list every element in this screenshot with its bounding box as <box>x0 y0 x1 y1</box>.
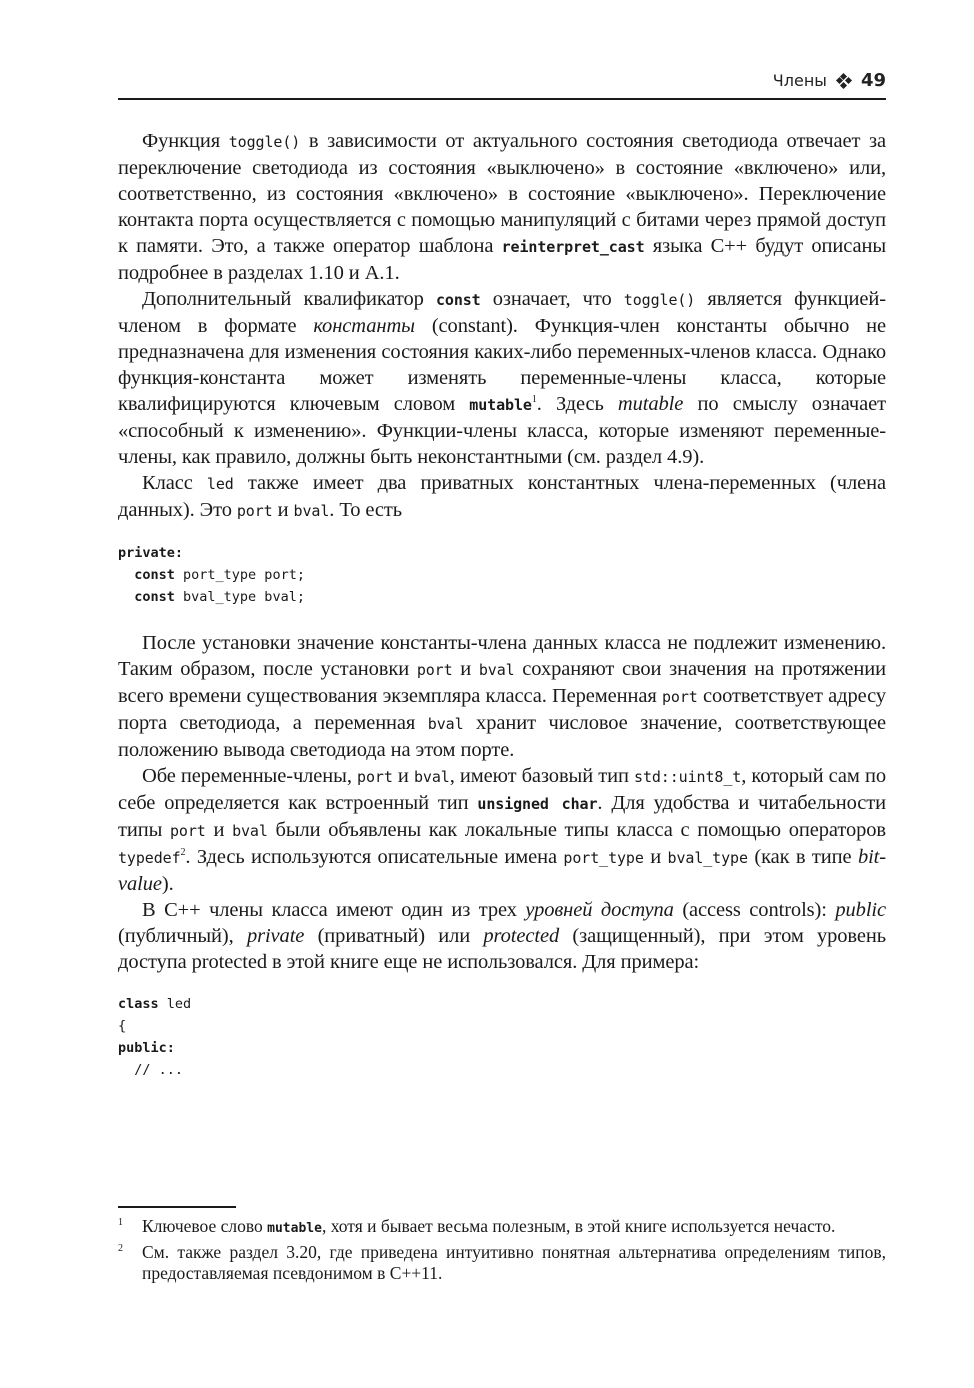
code-text: port_type port; <box>174 567 305 583</box>
text-run: и <box>392 765 414 787</box>
code-keyword: const <box>134 589 175 605</box>
text-run: . Здесь используются описательные имена <box>185 846 564 868</box>
text-run: также имеет два приватных константных члена-переменных (члена данных). Это <box>118 472 886 521</box>
italic-term: bit-value <box>118 846 887 895</box>
page-body <box>118 128 886 1081</box>
inline-code: port <box>661 688 698 706</box>
text-run: (публичный), <box>118 925 247 947</box>
inline-code: bval_type <box>667 849 748 867</box>
paragraphs-group-2 <box>118 630 886 975</box>
inline-code: port <box>357 768 393 786</box>
text-run: (как в типе <box>747 846 858 868</box>
text-run: были объявлены как локальные типы класса с помощью операторов <box>267 819 886 841</box>
text-run: по смыслу означает «способный к изменению». Функции-члены класса, которые изменяют переменные-члены, как правило, должны быть неконстантными (см. раздел 4.9). <box>118 393 886 468</box>
ornament-icon <box>837 74 851 88</box>
code-line <box>118 542 886 564</box>
text-run: хранит числовое значение, соответствующее положению вывода светодиода на этом порте. <box>118 712 886 761</box>
code-text: { <box>118 1018 127 1034</box>
text-run: (приватный) или <box>304 925 484 947</box>
text-run: означает, что <box>480 288 624 310</box>
paragraph <box>118 286 886 470</box>
code-text: // ... <box>118 1062 184 1078</box>
text-run: Функция <box>142 130 229 152</box>
italic-term: public <box>835 899 887 921</box>
footnote-text <box>142 1216 886 1239</box>
italic-term: private <box>246 925 305 947</box>
text-run: (constant). Функция-член константы обычно не предназначена для изменения состояния каких-либо переменных-членов класса. Однако функция-константа может изменять переменные-члены класса, которые квалифицируются ключевым словом <box>118 315 886 415</box>
text-run: языка С++ будут описаны подробнее в разделах 1.10 и А.1. <box>118 235 887 284</box>
code-text: led <box>158 996 192 1012</box>
inline-code: led <box>206 475 234 493</box>
text-run: , имеют базовый тип <box>449 765 635 787</box>
code-keyword: const <box>134 567 175 583</box>
text-run: После установки значение константы-члена данных класса не подлежит изменению. Таким образом, после установки <box>118 632 886 680</box>
code-line <box>118 1059 886 1081</box>
code-line <box>118 1015 886 1037</box>
text-run: и <box>272 499 294 521</box>
footnote <box>118 1216 886 1239</box>
inline-code: bval <box>413 768 450 786</box>
text-run: (защищенный), при этом уровень доступа protected в этой книге еще не использовался. Для примера: <box>118 925 886 973</box>
text-run: (access controls): <box>673 899 836 921</box>
inline-code: port <box>236 502 273 520</box>
inline-code: bval <box>232 822 268 840</box>
code-text <box>118 567 134 583</box>
text-run: . Для удобства и читабельности типы <box>118 792 887 841</box>
footnotes <box>118 1216 886 1287</box>
running-header <box>118 68 886 100</box>
text-run: Дополнительный квалификатор <box>142 288 436 310</box>
text-run: , который сам по себе определяется как встроенный тип <box>118 765 886 814</box>
inline-code: toggle() <box>228 133 301 151</box>
inline-code-bold: mutable <box>469 396 532 414</box>
text-run: . Здесь <box>536 393 618 415</box>
inline-code: toggle() <box>623 291 696 309</box>
code-keyword: public: <box>118 1040 175 1056</box>
inline-code: bval <box>427 715 464 733</box>
code-line <box>118 564 886 586</box>
paragraph <box>118 897 886 975</box>
italic-term: protected <box>483 925 560 947</box>
inline-code-bold: const <box>435 291 481 309</box>
paragraph <box>118 128 886 286</box>
italic-term: константы <box>313 315 415 337</box>
code-text: bval_type bval; <box>174 589 305 605</box>
inline-code-bold: reinterpret_cast <box>501 238 645 256</box>
inline-code: bval <box>293 502 330 520</box>
text-run: сохраняют свои значения на протяжении всего времени существования экземпляра класса. Переменная <box>118 658 887 707</box>
italic-term: уровней доступа <box>525 899 674 921</box>
text-run: является функцией-членом в формате <box>118 288 886 337</box>
text-run: в зависимости от актуального состояния светодиода отвечает за переключение светодиода из состояния «выключено» в состояние «включено» или, соответственно, из состояния «включено» в состояние «выключено». Переключение контакта порта осуществляется с помощью манипуляций с битами через прямой доступ к памяти. Это, а также оператор шаблона <box>118 130 886 257</box>
paragraph <box>118 630 886 763</box>
footnote-text <box>142 1242 886 1284</box>
italic-term: mutable <box>617 393 684 415</box>
footnote-number: 1 <box>118 1217 123 1228</box>
code-line <box>118 993 886 1015</box>
inline-code: port_type <box>563 849 644 867</box>
inline-code-bold: unsigned char <box>477 795 598 813</box>
header-right <box>773 70 886 91</box>
text-run: В С++ члены класса имеют один из трех <box>142 899 526 921</box>
code-block-private-members <box>118 542 886 608</box>
text-run: и <box>643 846 668 868</box>
code-keyword: private: <box>118 545 184 561</box>
text-run: Ключевое слово <box>142 1216 268 1236</box>
text-run: и <box>452 658 479 680</box>
paragraph <box>118 470 886 524</box>
footnote-ref: 2 <box>180 847 186 859</box>
section-title: Члены <box>772 71 827 90</box>
text-run: ). <box>161 873 174 895</box>
inline-code-bold: mutable <box>267 1221 322 1236</box>
page-number: 49 <box>860 70 886 91</box>
inline-code: typedef <box>118 849 181 867</box>
inline-code: std::uint8_t <box>634 768 742 786</box>
text-run: Класс <box>142 472 207 494</box>
footnote-ref: 1 <box>531 394 537 406</box>
inline-code: bval <box>478 661 515 679</box>
footnote <box>118 1242 886 1284</box>
text-run: , хотя и бывает весьма полезным, в этой книге используется нечасто. <box>321 1216 836 1236</box>
paragraphs-group-1 <box>118 128 886 524</box>
footnote-separator <box>118 1206 236 1208</box>
code-text <box>118 589 134 605</box>
code-line <box>118 586 886 608</box>
code-block-class-led <box>118 993 886 1081</box>
paragraph <box>118 763 886 897</box>
text-run: . То есть <box>329 499 402 521</box>
text-run: соответствует адресу порта светодиода, а переменная <box>118 685 886 734</box>
inline-code: port <box>416 661 453 679</box>
text-run: и <box>205 819 233 841</box>
inline-code: port <box>170 822 206 840</box>
code-keyword: class <box>118 996 159 1012</box>
text-run: Обе переменные-члены, <box>142 765 358 787</box>
text-run: См. также раздел 3.20, где приведена интуитивно понятная альтернатива определениям типов, предоставляемая псевдонимом в С++11. <box>142 1242 886 1283</box>
code-line <box>118 1037 886 1059</box>
footnote-number: 2 <box>118 1243 123 1254</box>
